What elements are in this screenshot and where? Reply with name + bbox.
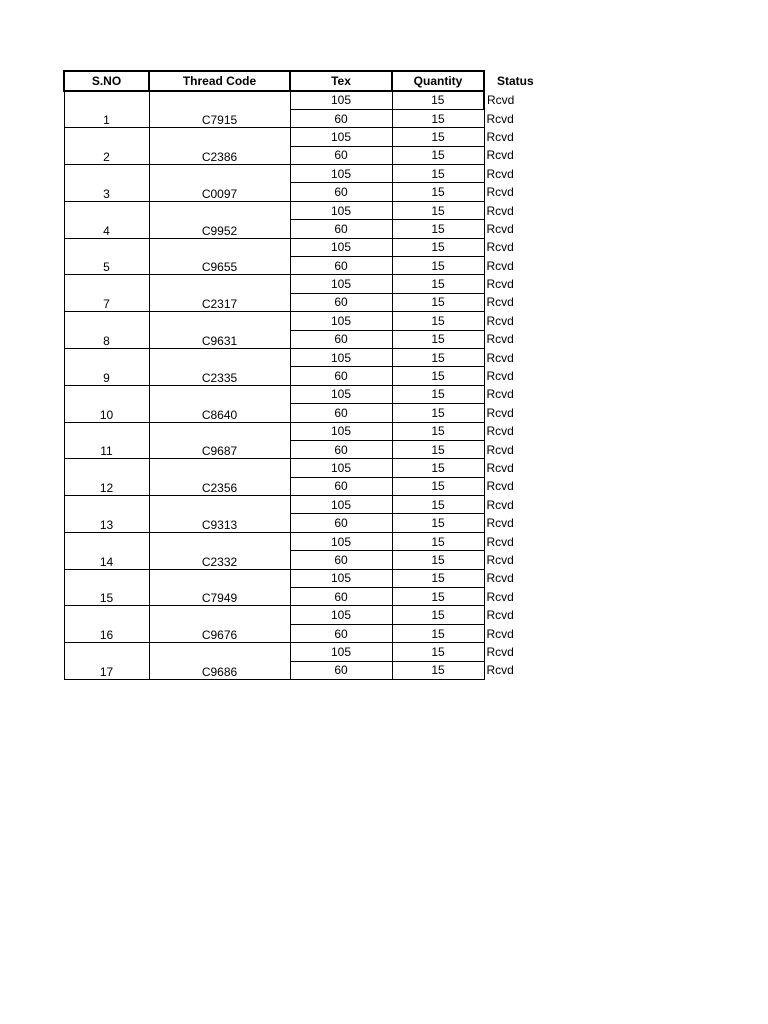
quantity-cell: 15 <box>392 146 484 164</box>
tex-cell: 105 <box>290 606 392 624</box>
tex-cell: 105 <box>290 643 392 661</box>
status-cell: Rcvd <box>486 129 514 144</box>
quantity-cell: 15 <box>392 220 484 238</box>
tex-cell: 60 <box>290 257 392 275</box>
thread-code-cell: C7949 <box>149 569 290 606</box>
tex-cell: 105 <box>290 459 392 477</box>
status-cell: Rcvd <box>486 497 514 512</box>
tex-cell: 60 <box>290 146 392 164</box>
tex-cell: 60 <box>290 551 392 569</box>
quantity-cell: 15 <box>392 459 484 477</box>
status-cell: Rcvd <box>486 516 514 531</box>
sno-cell: 12 <box>64 459 149 496</box>
status-cell: Rcvd <box>486 479 514 494</box>
header-tex: Tex <box>290 71 392 91</box>
tex-cell: 105 <box>290 385 392 403</box>
sno-cell: 1 <box>64 91 149 128</box>
sno-cell: 16 <box>64 606 149 643</box>
status-cell: Rcvd <box>486 571 514 586</box>
quantity-cell: 15 <box>392 238 484 256</box>
status-cell: Rcvd <box>486 387 514 402</box>
thread-code-cell: C9676 <box>149 606 290 643</box>
status-cell: Rcvd <box>486 111 514 126</box>
quantity-cell: 15 <box>392 109 484 127</box>
tex-cell: 60 <box>290 514 392 532</box>
sno-cell: 9 <box>64 348 149 385</box>
status-cell: Rcvd <box>486 313 514 328</box>
table-row <box>64 91 554 109</box>
status-cell: Rcvd <box>486 589 514 604</box>
quantity-cell: 15 <box>392 348 484 366</box>
thread-code-cell: C9686 <box>149 643 290 680</box>
quantity-cell: 15 <box>392 183 484 201</box>
thread-code-cell: C9313 <box>149 496 290 533</box>
tex-cell: 105 <box>290 165 392 183</box>
quantity-cell: 15 <box>392 624 484 642</box>
sno-cell: 11 <box>64 422 149 459</box>
table-row <box>64 348 554 366</box>
quantity-cell: 15 <box>392 661 484 679</box>
sno-cell: 17 <box>64 643 149 680</box>
status-cell: Rcvd <box>486 203 514 218</box>
tex-cell: 60 <box>290 109 392 127</box>
quantity-cell: 15 <box>392 643 484 661</box>
quantity-cell: 15 <box>392 440 484 458</box>
status-cell: Rcvd <box>486 240 514 255</box>
table-row <box>64 201 554 219</box>
status-cell: Rcvd <box>486 534 514 549</box>
table-row <box>64 643 554 661</box>
quantity-cell: 15 <box>392 367 484 385</box>
table-row <box>64 128 554 146</box>
sno-cell: 7 <box>64 275 149 312</box>
quantity-cell: 15 <box>392 257 484 275</box>
table-row <box>64 606 554 624</box>
status-cell: Rcvd <box>486 663 514 678</box>
tex-cell: 105 <box>290 275 392 293</box>
status-cell: Rcvd <box>486 424 514 439</box>
quantity-cell: 15 <box>392 588 484 606</box>
table-row <box>64 532 554 550</box>
status-cell: Rcvd <box>486 277 514 292</box>
quantity-cell: 15 <box>392 514 484 532</box>
status-cell: Rcvd <box>486 166 514 181</box>
tex-cell: 105 <box>290 312 392 330</box>
table-row <box>64 165 554 183</box>
status-cell: Rcvd <box>486 552 514 567</box>
status-cell: Rcvd <box>486 185 514 200</box>
header-thread-code: Thread Code <box>149 71 290 91</box>
thread-code-cell: C8640 <box>149 385 290 422</box>
thread-code-cell: C2332 <box>149 532 290 569</box>
thread-code-cell: C2335 <box>149 348 290 385</box>
tex-cell: 60 <box>290 440 392 458</box>
status-cell: Rcvd <box>486 295 514 310</box>
quantity-cell: 15 <box>392 606 484 624</box>
thread-code-cell: C9655 <box>149 238 290 275</box>
sno-cell: 13 <box>64 496 149 533</box>
sno-cell: 2 <box>64 128 149 165</box>
tex-cell: 105 <box>290 128 392 146</box>
table-row <box>64 385 554 403</box>
table-row <box>64 238 554 256</box>
tex-cell: 60 <box>290 404 392 422</box>
tex-cell: 105 <box>290 91 392 109</box>
tex-cell: 60 <box>290 220 392 238</box>
header-row <box>64 71 554 91</box>
header-sno: S.NO <box>64 71 149 91</box>
quantity-cell: 15 <box>392 201 484 219</box>
table-row <box>64 275 554 293</box>
tex-cell: 60 <box>290 330 392 348</box>
status-cell: Rcvd <box>486 221 514 236</box>
quantity-cell: 15 <box>392 275 484 293</box>
status-cell: Rcvd <box>486 442 514 457</box>
status-cell: Rcvd <box>486 626 514 641</box>
tex-cell: 60 <box>290 477 392 495</box>
thread-code-cell: C2386 <box>149 128 290 165</box>
tex-cell: 60 <box>290 293 392 311</box>
status-cell: Rcvd <box>486 332 514 347</box>
tex-cell: 105 <box>290 201 392 219</box>
status-cell: Rcvd <box>487 93 515 108</box>
tex-cell: 60 <box>290 588 392 606</box>
status-cell: Rcvd <box>486 405 514 420</box>
quantity-cell: 15 <box>392 496 484 514</box>
sno-cell: 8 <box>64 312 149 349</box>
table-row <box>64 569 554 587</box>
status-cell: Rcvd <box>486 258 514 273</box>
quantity-cell: 15 <box>392 330 484 348</box>
tex-cell: 105 <box>290 532 392 550</box>
table-row <box>64 312 554 330</box>
quantity-cell: 15 <box>392 293 484 311</box>
thread-code-cell: C2356 <box>149 459 290 496</box>
table-row <box>64 496 554 514</box>
thread-code-cell: C9631 <box>149 312 290 349</box>
table-body <box>64 91 554 680</box>
table-row <box>64 459 554 477</box>
thread-code-cell: C7915 <box>149 91 290 128</box>
tex-cell: 60 <box>290 367 392 385</box>
tex-cell: 105 <box>290 422 392 440</box>
sno-cell: 14 <box>64 532 149 569</box>
thread-code-cell: C9952 <box>149 201 290 238</box>
sno-cell: 10 <box>64 385 149 422</box>
tex-cell: 60 <box>290 624 392 642</box>
status-cell: Rcvd <box>486 608 514 623</box>
sno-cell: 5 <box>64 238 149 275</box>
table-row <box>64 422 554 440</box>
header-status: Status <box>497 74 534 88</box>
thread-table <box>63 70 555 680</box>
thread-code-cell: C2317 <box>149 275 290 312</box>
quantity-cell: 15 <box>392 128 484 146</box>
tex-cell: 105 <box>290 238 392 256</box>
sno-cell: 4 <box>64 201 149 238</box>
quantity-cell: 15 <box>392 312 484 330</box>
tex-cell: 105 <box>290 348 392 366</box>
thread-code-cell: C9687 <box>149 422 290 459</box>
tex-cell: 60 <box>290 661 392 679</box>
header-quantity: Quantity <box>392 71 484 91</box>
tex-cell: 60 <box>290 183 392 201</box>
quantity-cell: 15 <box>392 551 484 569</box>
quantity-cell: 15 <box>392 532 484 550</box>
quantity-cell: 15 <box>392 165 484 183</box>
quantity-cell: 15 <box>392 385 484 403</box>
quantity-cell: 15 <box>392 404 484 422</box>
sno-cell: 3 <box>64 165 149 202</box>
quantity-cell: 15 <box>392 569 484 587</box>
status-cell: Rcvd <box>486 461 514 475</box>
status-cell: Rcvd <box>486 148 514 163</box>
status-cell: Rcvd <box>486 644 514 659</box>
status-cell: Rcvd <box>486 369 514 384</box>
tex-cell: 105 <box>290 569 392 587</box>
status-cell: Rcvd <box>486 350 514 365</box>
thread-code-cell: C0097 <box>149 165 290 202</box>
tex-cell: 105 <box>290 496 392 514</box>
sno-cell: 15 <box>64 569 149 606</box>
quantity-cell: 15 <box>392 477 484 495</box>
quantity-cell: 15 <box>392 422 484 440</box>
quantity-cell: 15 <box>392 91 484 109</box>
